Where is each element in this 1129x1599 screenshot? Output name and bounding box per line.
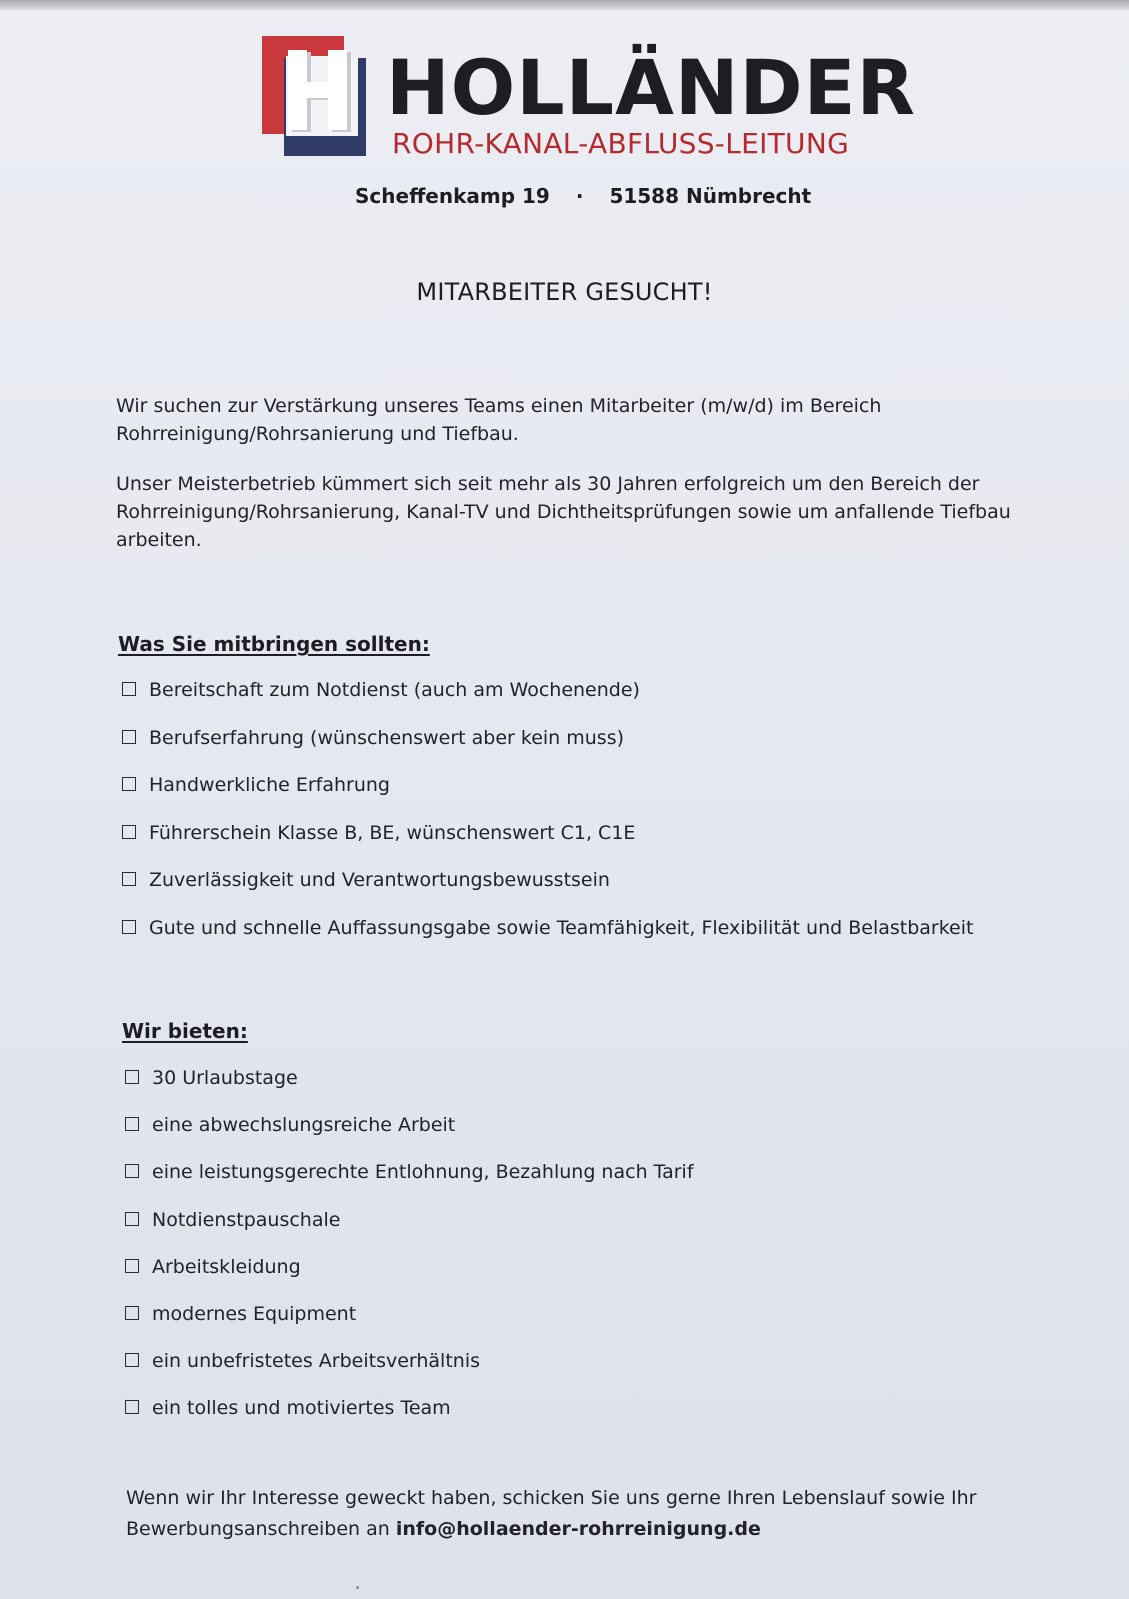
list-item-text: Arbeitskleidung <box>152 1255 301 1278</box>
address-street: Scheffenkamp 19 <box>355 184 550 208</box>
intro-paragraph: Wir suchen zur Verstärkung unseres Teams einen Mitarbeiter (m/w/d) im Bereich Rohrreinigung/Rohrsanierung und Tiefbau. <box>116 395 882 445</box>
address-separator: · <box>575 184 584 208</box>
closing-text: Wenn wir Ihr Interesse geweckt haben, schicken Sie uns gerne Ihren Lebenslauf sowie Ihr Bewerbungsanschreiben an <box>126 1487 977 1540</box>
list-item <box>122 914 973 962</box>
paper-top-edge <box>0 0 1129 10</box>
requirements-list <box>122 676 973 961</box>
list-item <box>125 1347 694 1394</box>
list-item-text: Bereitschaft zum Notdienst (auch am Wochenende) <box>149 679 640 701</box>
list-item-text: Zuverlässigkeit und Verantwortungsbewusstsein <box>149 869 610 891</box>
checkbox-icon <box>122 872 136 886</box>
list-item <box>122 724 973 772</box>
address-city: 51588 Nümbrecht <box>609 184 812 208</box>
checkbox-icon <box>125 1164 139 1178</box>
checkbox-icon <box>125 1117 139 1131</box>
list-item-text: Notdienstpauschale <box>152 1208 341 1231</box>
list-item <box>125 1158 694 1205</box>
checkbox-icon <box>125 1212 139 1226</box>
letter-h-logo-icon <box>262 36 366 156</box>
checkbox-icon <box>125 1259 139 1273</box>
checkbox-icon <box>122 682 136 696</box>
checkbox-icon <box>125 1400 139 1414</box>
list-item <box>125 1064 694 1111</box>
list-item-text: Gute und schnelle Auffassungsgabe sowie Teamfähigkeit, Flexibilität und Belastbarkeit <box>149 916 974 939</box>
list-item-text: eine abwechslungsreiche Arbeit <box>152 1114 456 1137</box>
requirements-heading: Was Sie mitbringen sollten: <box>118 632 430 656</box>
checkbox-icon <box>122 730 136 744</box>
checkbox-icon <box>122 777 136 791</box>
list-item-text: eine leistungsgerechte Entlohnung, Bezahlung nach Tarif <box>152 1161 694 1184</box>
company-name: HOLLÄNDER <box>386 43 917 132</box>
checkbox-icon <box>122 825 136 839</box>
list-item-text: Berufserfahrung (wünschenswert aber kein muss) <box>149 726 624 749</box>
list-item-text: ein tolles und motiviertes Team <box>152 1397 451 1420</box>
list-item-text: Handwerkliche Erfahrung <box>149 774 390 796</box>
list-item <box>125 1253 694 1300</box>
list-item <box>125 1300 694 1347</box>
checkbox-icon <box>122 920 136 934</box>
company-description-paragraph: Unser Meisterbetrieb kümmert sich seit mehr als 30 Jahren erfolgreich um den Bereich der Rohrreinigung/Rohrsanierung, Kanal-TV und Dichtheitsprüfungen sowie um anfallende Tiefbau arbeiten. <box>116 473 1011 551</box>
list-item-text: ein unbefristetes Arbeitsverhältnis <box>152 1350 481 1373</box>
list-item <box>125 1111 694 1158</box>
offer-list <box>125 1064 694 1442</box>
company-address <box>355 183 811 209</box>
page-title: MITARBEITER GESUCHT! <box>416 278 713 306</box>
list-item-text: modernes Equipment <box>152 1302 357 1325</box>
checkbox-icon <box>125 1353 139 1367</box>
paper-speck <box>356 1586 359 1589</box>
checkbox-icon <box>125 1070 139 1084</box>
offer-heading: Wir bieten: <box>122 1019 248 1043</box>
list-item <box>122 866 973 914</box>
list-item <box>122 676 973 724</box>
contact-email: info@hollaender-rohrreinigung.de <box>395 1518 761 1540</box>
list-item <box>125 1206 694 1253</box>
list-item-text: 30 Urlaubstage <box>152 1067 298 1089</box>
company-tagline: ROHR-KANAL-ABFLUSS-LEITUNG <box>392 127 850 160</box>
list-item <box>122 819 973 867</box>
list-item <box>122 771 973 819</box>
list-item <box>125 1394 694 1441</box>
checkbox-icon <box>125 1306 139 1320</box>
list-item-text: Führerschein Klasse B, BE, wünschenswert C1, C1E <box>149 821 636 844</box>
closing-paragraph <box>126 1483 1046 1545</box>
